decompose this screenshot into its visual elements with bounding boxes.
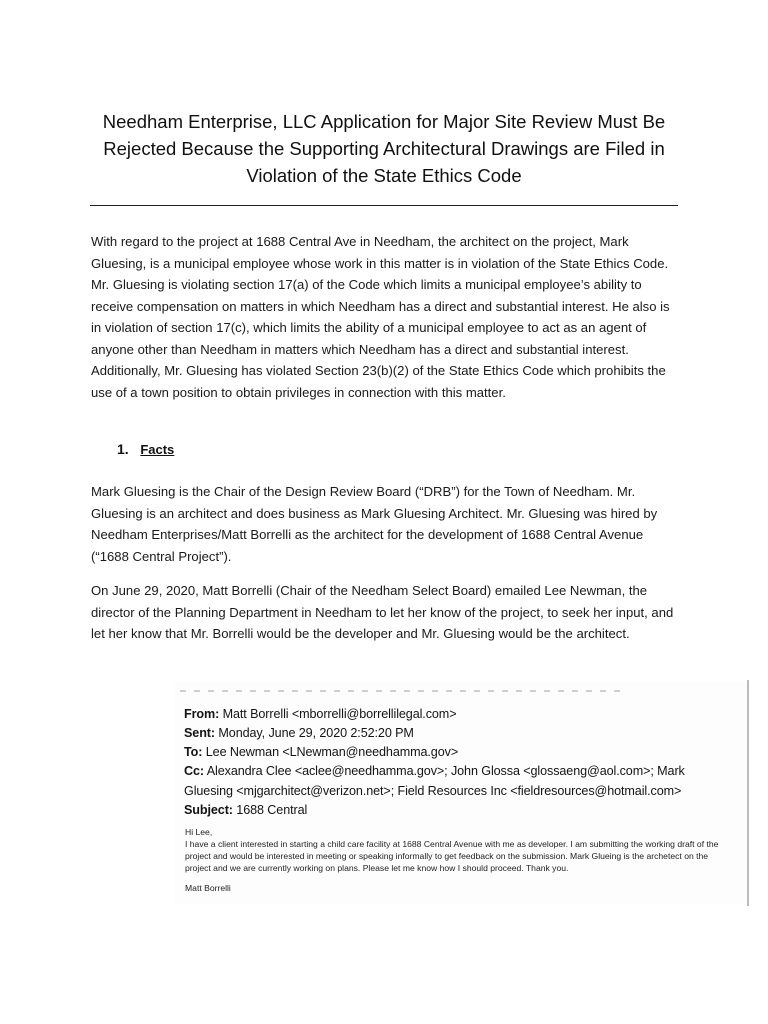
email-subject-label: Subject:	[184, 803, 233, 817]
email-signature: Matt Borrelli	[185, 883, 231, 893]
intro-paragraph: With regard to the project at 1688 Central Ave in Needham, the architect on the project, Mark Gluesing, is a municipal employee whose work in this matter is in violation of the State Ethics Code. Mr. Gluesing is violating section 17(a) of the Code which limits a municipal employee’s ability to receive compensation on matters in which Needham has a direct and substantial interest. He also is in violation of section 17(c), which limits the ability of a municipal employee to act as an agent of anyone other than Needham in matters which Needham has a direct and substantial interest. Additionally, Mr. Gluesing has violated Section 23(b)(2) of the State Ethics Code which prohibits the use of a town position to obtain privileges in connection with this matter.	[91, 234, 670, 400]
facts-paragraph-2: On June 29, 2020, Matt Borrelli (Chair of the Needham Select Board) emailed Lee Newman, the director of the Planning Department in Needham to let her know of the project, to seek her input, and let her know that Mr. Borrelli would be the developer and Mr. Gluesing would be the architect.	[91, 583, 674, 641]
email-subject-line	[184, 800, 724, 820]
section-heading-facts	[117, 439, 174, 460]
email-greeting: Hi Lee,	[185, 827, 213, 837]
document-title	[90, 108, 678, 189]
email-to-label: To:	[184, 745, 203, 759]
title-divider	[90, 205, 678, 206]
title-line-2: Rejected Because the Supporting Architectural Drawings are Filed in	[103, 138, 665, 159]
title-line-3: Violation of the State Ethics Code	[246, 165, 522, 186]
scan-artifact	[180, 690, 620, 692]
email-to-line	[184, 742, 724, 762]
title-line-1: Needham Enterprise, LLC Application for Major Site Review Must Be	[102, 111, 666, 132]
email-from-line	[184, 704, 724, 724]
facts-paragraph-1: Mark Gluesing is the Chair of the Design Review Board (“DRB”) for the Town of Needham. Mr. Gluesing is an architect and does business as Mark Gluesing Architect. Mr. Gluesing was hired by Needham Enterprises/Matt Borrelli as the architect for the development of 1688 Central Avenue (“1688 Central Project”).	[91, 484, 658, 564]
email-body: I have a client interested in starting a child care facility at 1688 Central Avenue with me as developer. I am submitting the working draft of the project and would be interested in meeting or speaking informally to get feedback on the submission. Mark Glueing is the archetect on the project and we are currently working on plans. Please let me know how I should proceed. Thank you.	[185, 839, 719, 873]
email-cc-label: Cc:	[184, 764, 204, 778]
email-from-value: Matt Borrelli <mborrelli@borrellilegal.com>	[222, 707, 457, 721]
email-cc-value: Alexandra Clee <aclee@needhamma.gov>; John Glossa <glossaeng@aol.com>; Mark Gluesing <mjgarchitect@verizon.net>; Field Resources Inc <fieldresources@hotmail.com>	[184, 764, 685, 798]
email-cc-line	[184, 761, 724, 801]
section-heading-label: Facts	[140, 442, 175, 457]
section-number: 1.	[117, 441, 129, 457]
email-from-label: From:	[184, 707, 220, 721]
email-sent-line	[184, 723, 724, 743]
email-sent-value: Monday, June 29, 2020 2:52:20 PM	[218, 726, 414, 740]
email-to-value: Lee Newman <LNewman@needhamma.gov>	[205, 745, 459, 759]
email-sent-label: Sent:	[184, 726, 215, 740]
scan-border	[747, 680, 749, 906]
email-subject-value: 1688 Central	[236, 803, 308, 817]
